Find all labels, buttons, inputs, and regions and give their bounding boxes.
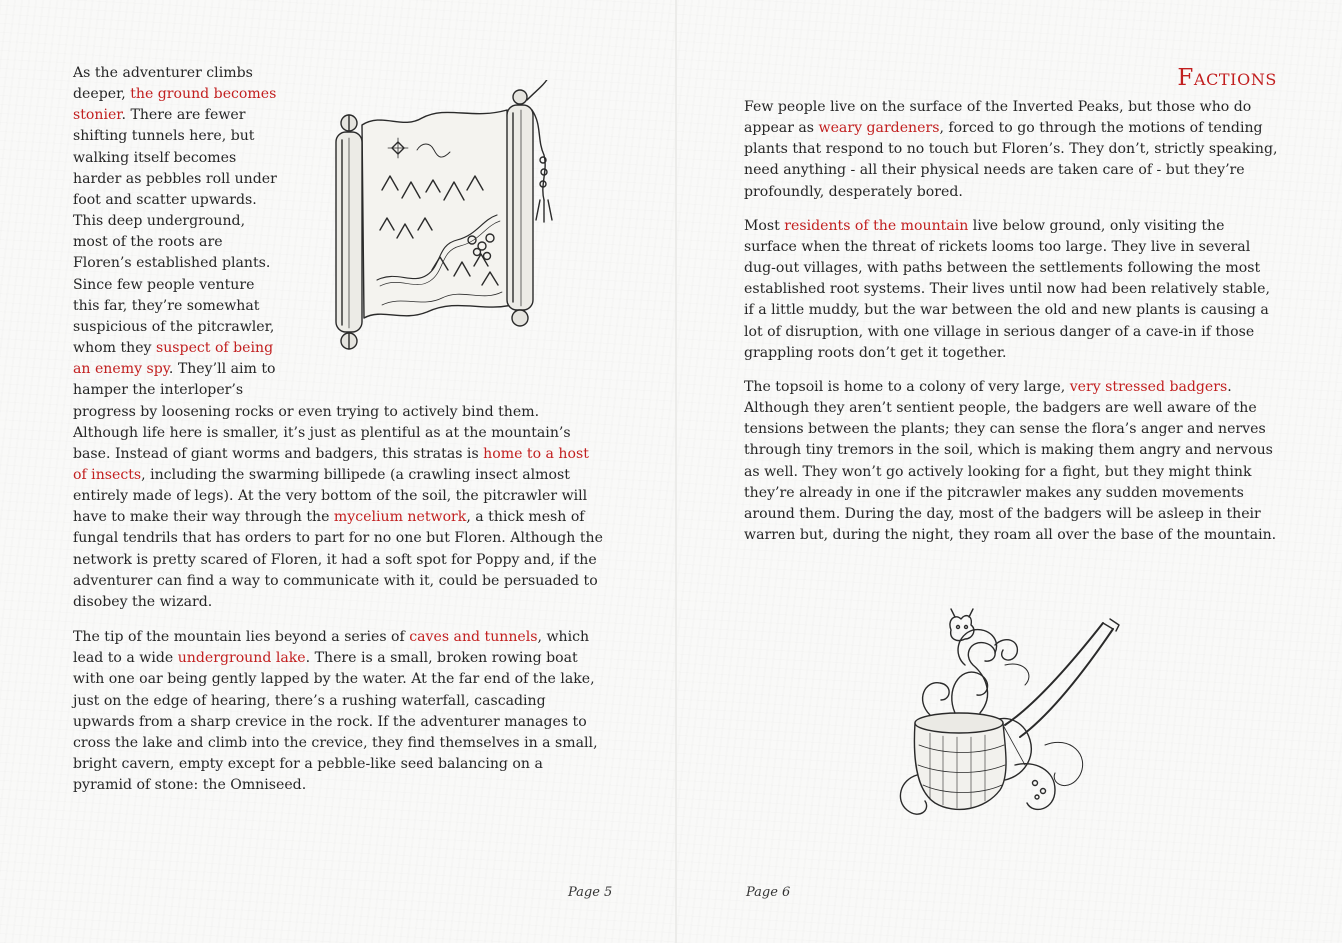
- right-paragraph-2: Most residents of the mountain live below ground, only visiting the surface when the threat of rickets looms too large. They live in several dug-out villages, with paths between the settlements following the most established root systems. Their lives until now had been relatively stable, if a little muddy, but the war between the old and new plants is causing a lot of disruption, with one village in serious danger of a cave-in if those grappling roots don’t get it together.: [744, 217, 1270, 361]
- highlight-underground-lake: underground lake: [177, 650, 306, 667]
- right-paragraph-3: The topsoil is home to a colony of very large, very stressed badgers. Although they aren’t sentient people, the badgers are well aware of the tensions between the plants; they can sense the flora’s anger and nerves through tiny tremors in the soil, which is making them angry and nervous as well. They won’t go actively looking for a fight, but they might think they’re already in one if the pitcrawler makes any sudden movements around them. During the day, most of the badgers will be asleep in their warren but, during the night, they roam all over the base of the mountain.: [744, 378, 1277, 543]
- scroll-map-illustration: [322, 80, 564, 360]
- section-heading-factions: Factions: [1177, 65, 1277, 91]
- right-paragraph-1: Few people live on the surface of the Inverted Peaks, but those who do appear as weary gardeners, forced to go through the motions of tending plants that respond to no touch but Floren’s. They don’t, strictly speaking, need anything - all their physical needs are taken care of - but they’re profoundly, desperately bored.: [744, 99, 1278, 200]
- highlight-host-of-insects: home to a host of insects: [73, 445, 589, 483]
- highlight-ground-stonier: the ground becomes stonier: [73, 86, 277, 124]
- highlight-enemy-spy: suspect of being an enemy spy: [73, 340, 274, 378]
- highlight-stressed-badgers: very stressed badgers: [1069, 378, 1228, 395]
- highlight-caves-tunnels: caves and tunnels: [409, 629, 538, 646]
- highlight-residents-mountain: residents of the mountain: [784, 217, 969, 234]
- left-paragraph-1: As the adventurer climbs deeper, the ground becomes stonier. There are fewer shifting tunnels here, but walking itself becomes harder as pebbles roll under foot and scatter upwards. This deep underground, most of the roots are Floren’s established plants. Since few people venture this far, they’re somewhat suspicious of the pitcrawler, whom they suspect of being an enemy spy. They’ll aim to hamper the interloper’s progress by loosening rocks or even trying to actively bind them. Although life here is smaller, it’s just as plentiful as at the mountain’s base. Instead of giant worms and badgers, this stratas is home to a host of insects, including the swarming billipede (a crawling insect almost entirely made of legs). At the very bottom of the soil, the pitcrawler will have to make their way through the mycelium network, a thick mesh of fungal tendrils that has orders to part for no one but Floren. Although the network is pretty scared of Floren, it had a soft spot for Poppy and, if the adventurer can find a way to communicate with it, could be persuaded to disobey the wizard.: [73, 65, 603, 610]
- page-number-right: Page 6: [746, 885, 791, 900]
- page-number-left: Page 5: [568, 885, 613, 900]
- left-paragraph-2: The tip of the mountain lies beyond a series of caves and tunnels, which lead to a wide underground lake. There is a small, broken rowing boat with one oar being gently lapped by the water. At the far end of the lake, just on the edge of hearing, there’s a rushing waterfall, cascading upwards from a sharp crevice in the rock. If the adventurer manages to cross the lake and climb into the crevice, they find themselves in a small, bright cavern, empty except for a pebble-like seed balancing on a pyramid of stone: the Omniseed.: [73, 629, 598, 794]
- highlight-mycelium-network: mycelium network: [333, 509, 467, 526]
- right-text-column: [744, 97, 1279, 546]
- highlight-weary-gardeners: weary gardeners: [818, 120, 940, 137]
- smoking-pipe-illustration: [885, 605, 1130, 835]
